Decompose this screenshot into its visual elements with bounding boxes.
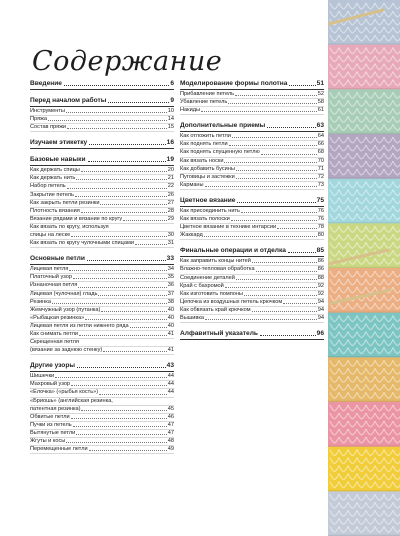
dot-leader — [289, 84, 315, 86]
toc-page-number: 49 — [167, 446, 174, 453]
toc-entry[interactable] — [180, 208, 324, 216]
dot-leader — [236, 278, 317, 280]
toc-section — [30, 97, 174, 132]
dot-leader — [100, 203, 166, 205]
toc-entry-title: Как присоединить нить — [180, 207, 240, 214]
dot-leader — [73, 425, 167, 427]
toc-entry-title: Как заправить концы нитей — [180, 258, 251, 265]
dot-leader — [237, 201, 315, 203]
toc-page-number: 10 — [167, 108, 174, 114]
toc-page-number: 6 — [170, 80, 174, 87]
toc-page-number: 66 — [317, 141, 324, 148]
toc-section — [180, 122, 324, 190]
toc-entry[interactable] — [30, 224, 174, 232]
dot-leader — [252, 310, 317, 312]
toc-entry-title: Вязание рядами и вязание по кругу — [30, 215, 123, 222]
dot-leader — [71, 384, 167, 386]
toc-page-number: 85 — [316, 247, 324, 255]
toc-entry-title: (вязание за заднюю стенку) — [30, 347, 103, 354]
page-title: Содержание — [32, 46, 223, 78]
dot-leader — [236, 177, 317, 179]
toc-section — [30, 362, 174, 454]
toc-entry[interactable] — [30, 216, 174, 224]
toc-entry-title: Вытянутые петли — [30, 429, 76, 436]
dot-leader — [52, 302, 167, 304]
toc-entry[interactable] — [180, 258, 324, 266]
toc-entry-title: Инструменты — [30, 108, 65, 114]
dot-leader — [256, 270, 317, 272]
toc-entry[interactable] — [30, 192, 174, 200]
dot-leader — [267, 126, 315, 128]
dot-leader — [101, 310, 166, 312]
toc-entry-title: Платочный узор — [30, 274, 72, 281]
dot-leader — [277, 227, 317, 229]
toc-section — [180, 247, 324, 323]
band-separator — [328, 445, 400, 446]
dot-leader — [64, 84, 169, 86]
toc-section-title: Моделирование формы полотна — [180, 80, 288, 87]
dot-leader — [81, 170, 167, 172]
toc-page-number: 36 — [167, 282, 174, 289]
toc-entry-title: Махровый узор — [30, 381, 71, 388]
toc-section-heading[interactable] — [30, 139, 174, 149]
toc-entry-title: Состав пряжи — [30, 124, 67, 131]
toc-page-number: 37 — [167, 290, 174, 297]
toc-entry-title: Как обвязать край крючком — [180, 306, 251, 313]
dot-leader — [260, 334, 316, 336]
toc-section-title: Другие узоры — [30, 362, 75, 370]
band-separator — [328, 222, 400, 223]
toc-section-title: Основные петли — [30, 255, 85, 263]
toc-page-number: 71 — [317, 165, 324, 172]
toc-entry[interactable] — [30, 167, 174, 175]
toc-section-heading[interactable] — [180, 122, 324, 132]
toc-page-number: 94 — [317, 314, 324, 321]
toc-entry-title: Цветное вязание в технике интарсии — [180, 224, 277, 231]
toc-section — [30, 139, 174, 149]
dot-leader — [103, 350, 167, 352]
toc-entry-title: Как изготовить помпоны — [180, 290, 243, 297]
toc-page-number: 28 — [167, 207, 174, 214]
toc-entry-title: Цепочка из воздушных петель крючком — [180, 298, 283, 305]
toc-entry[interactable] — [180, 174, 324, 182]
toc-page-number: 51 — [316, 80, 324, 87]
toc-entry[interactable] — [30, 438, 174, 446]
toc-page-number: 14 — [167, 116, 174, 123]
dot-leader — [236, 169, 317, 171]
dot-leader — [244, 294, 317, 296]
toc-entry[interactable] — [180, 266, 324, 274]
dot-leader — [79, 334, 167, 336]
toc-page-number: 22 — [167, 183, 174, 190]
toc-entry-title: Пучки из петель — [30, 421, 72, 428]
toc-entry-title: Перемещенные петли — [30, 446, 88, 453]
toc-entry[interactable] — [180, 224, 324, 232]
toc-section-heading[interactable] — [30, 80, 174, 90]
toc-entry[interactable] — [30, 200, 174, 208]
toc-entry-title: Лицевая петля — [30, 266, 69, 273]
toc-entry[interactable] — [30, 116, 174, 124]
toc-entry[interactable] — [30, 175, 174, 183]
toc-page-number: 92 — [317, 290, 324, 297]
toc-section-heading[interactable] — [180, 247, 324, 257]
dot-leader — [75, 195, 167, 197]
toc-entry-title: Пуговицы и застежки — [180, 173, 235, 180]
dot-leader — [89, 143, 165, 145]
toc-page-number: 45 — [167, 405, 174, 412]
dot-leader — [288, 251, 316, 253]
toc-page-number: 63 — [316, 122, 324, 130]
toc-page-number: 19 — [166, 156, 174, 164]
toc-entry[interactable] — [180, 299, 324, 307]
toc-entry[interactable] — [180, 275, 324, 283]
band-separator — [328, 43, 400, 44]
toc-entry-title: спицы на леске — [30, 232, 71, 239]
toc-page-number: 75 — [316, 196, 324, 204]
toc-page-number: 41 — [167, 347, 174, 354]
toc-page-number: 38 — [167, 298, 174, 305]
toc-section-title: Базовые навыки — [30, 156, 86, 164]
toc-page-number: 44 — [167, 389, 174, 396]
toc-section — [180, 80, 324, 115]
dot-leader — [69, 269, 166, 271]
toc-page-number: 52 — [317, 91, 324, 97]
toc-entry-title: Влажно-тепловая обработка — [180, 266, 255, 273]
toc-entry-title: Жемчужный узор (путанка) — [30, 306, 101, 313]
toc-section-heading[interactable] — [180, 80, 324, 90]
toc-entry-title: Резинка — [30, 298, 51, 305]
dot-leader — [261, 153, 317, 155]
toc-entry-title: патентная резинка) — [30, 405, 81, 412]
toc-left-column — [30, 80, 174, 461]
dot-leader — [73, 277, 167, 279]
toc-page-number: 30 — [167, 232, 174, 239]
band-separator — [328, 177, 400, 178]
toc-page-number: 15 — [167, 124, 174, 131]
toc-page-number: 33 — [166, 255, 174, 263]
toc-entry[interactable] — [30, 331, 174, 339]
toc-entry[interactable] — [30, 274, 174, 282]
toc-entry[interactable] — [30, 406, 174, 414]
toc-page-number: 31 — [167, 240, 174, 247]
toc-right-column — [180, 80, 324, 347]
toc-entry[interactable] — [30, 307, 174, 315]
dot-leader — [71, 235, 166, 237]
toc-page-number: 43 — [166, 362, 174, 370]
toc-entry[interactable] — [180, 216, 324, 224]
dot-leader — [76, 433, 167, 435]
toc-section-title: Цветное вязание — [180, 196, 236, 204]
band-separator — [328, 133, 400, 134]
dot-leader — [123, 219, 167, 221]
dot-leader — [205, 318, 317, 320]
toc-page-number: 94 — [317, 298, 324, 305]
toc-entry-title: Жаккард — [180, 232, 203, 239]
toc-section-title: Изучаем этикетку — [30, 139, 88, 147]
dot-leader — [252, 261, 317, 263]
toc-page-number: 35 — [167, 274, 174, 281]
toc-page-number: 41 — [167, 330, 174, 337]
toc-entry[interactable] — [30, 232, 174, 240]
toc-entry[interactable] — [180, 107, 324, 115]
toc-page-number: 94 — [317, 306, 324, 313]
dot-leader — [87, 259, 166, 261]
toc-entry-title: Плотность вязания — [30, 207, 80, 214]
toc-entry[interactable] — [30, 430, 174, 438]
toc-page-number: 58 — [317, 99, 324, 106]
toc-entry-title: Прибавление петель — [180, 91, 235, 97]
toc-entry-title: «Елочка» («рыбья кость») — [30, 389, 99, 396]
dot-leader — [231, 219, 317, 221]
dot-leader — [201, 110, 317, 112]
toc-page-number: 92 — [317, 282, 324, 289]
dot-leader — [85, 318, 167, 320]
toc-page-number: 73 — [317, 181, 324, 188]
toc-section-title: Введение — [30, 80, 62, 87]
dot-leader — [67, 187, 167, 189]
toc-entry-title: Как вязать по кругу чулочными спицами — [30, 240, 134, 247]
dot-leader — [224, 161, 316, 163]
toc-section-heading[interactable] — [30, 255, 174, 265]
toc-entry-title: Как снимать петли — [30, 330, 79, 337]
toc-page-number: 86 — [317, 258, 324, 265]
toc-entry-title: Жгуты и косы — [30, 438, 66, 444]
toc-entry[interactable] — [180, 315, 324, 323]
band-separator — [328, 267, 400, 268]
dot-leader — [99, 393, 167, 395]
toc-entry-title: Вышивка — [180, 314, 205, 321]
toc-section — [30, 255, 174, 355]
toc-entry-title: Лицевая (чулочная) гладь — [30, 290, 98, 297]
toc-section-heading[interactable] — [30, 362, 174, 372]
band-separator — [328, 490, 400, 491]
toc-entry[interactable] — [30, 108, 174, 116]
dot-leader — [89, 449, 167, 451]
toc-entry[interactable] — [30, 323, 174, 331]
toc-page-number: 76 — [317, 216, 324, 223]
toc-entry[interactable] — [30, 339, 174, 347]
dot-leader — [108, 101, 169, 103]
toc-entry-title: Как вязать полоски — [180, 216, 230, 223]
toc-entry-title: Закрытие петель — [30, 191, 74, 198]
toc-page-number: 70 — [317, 157, 324, 164]
band-separator — [328, 356, 400, 357]
dot-leader — [71, 417, 167, 419]
toc-entry[interactable] — [30, 381, 174, 389]
dot-leader — [77, 366, 166, 368]
dot-leader — [225, 286, 317, 288]
toc-entry[interactable] — [30, 299, 174, 307]
toc-page-number: 46 — [167, 413, 174, 420]
toc-entry[interactable] — [180, 149, 324, 157]
dot-leader — [81, 409, 166, 411]
toc-entry-title: Как закрыть петли резинки — [30, 199, 100, 206]
dot-leader — [81, 211, 167, 213]
toc-entry-title: Как вязать по кругу, используя — [30, 223, 109, 230]
toc-entry-title: Лицевая петля из петли нижнего ряда — [30, 322, 129, 329]
toc-entry-title: Как поднять петли — [180, 141, 228, 148]
toc-entry-title: Как поднять спущенную петлю — [180, 149, 260, 156]
toc-page-number: 96 — [316, 330, 324, 338]
toc-entry-title: Набор петель — [30, 183, 66, 190]
toc-entry-title: Скрещенная петля — [30, 339, 79, 346]
toc-entry[interactable] — [30, 124, 174, 132]
dot-leader — [55, 376, 167, 378]
toc-entry[interactable] — [180, 182, 324, 190]
toc-entry[interactable] — [30, 347, 174, 355]
toc-page-number: 68 — [317, 149, 324, 156]
toc-entry[interactable] — [30, 315, 174, 323]
toc-page-number: 61 — [317, 107, 324, 114]
toc-entry[interactable] — [180, 99, 324, 107]
toc-entry[interactable] — [30, 422, 174, 430]
toc-section — [30, 80, 174, 90]
dot-leader — [228, 102, 316, 104]
toc-entry-title: Убавление петель — [180, 99, 228, 106]
toc-page-number: 47 — [167, 421, 174, 428]
toc-entry[interactable] — [30, 414, 174, 422]
toc-section-heading[interactable] — [30, 156, 174, 166]
toc-entry[interactable] — [180, 307, 324, 315]
band-separator — [328, 88, 400, 89]
toc-page-number: 9 — [170, 97, 174, 104]
toc-entry-title: Накиды — [180, 107, 201, 114]
toc-entry-title: «Рыбацкая резинка» — [30, 314, 85, 321]
toc-page-number: 21 — [167, 175, 174, 182]
toc-entry-title: Шишечки — [30, 373, 55, 380]
dot-leader — [283, 302, 317, 304]
toc-entry-title: «Бриошь» (английская резинка, — [30, 397, 113, 404]
toc-entry[interactable] — [180, 166, 324, 174]
toc-page-number: 26 — [167, 191, 174, 198]
toc-page-number: 86 — [317, 266, 324, 273]
toc-section — [180, 330, 324, 340]
toc-entry[interactable] — [180, 232, 324, 240]
dot-leader — [78, 286, 167, 288]
toc-page-number: 34 — [167, 266, 174, 273]
band-separator — [328, 401, 400, 402]
toc-page-number: 16 — [166, 139, 174, 147]
toc-section-heading[interactable] — [30, 97, 174, 107]
toc-entry-title: Как держать нить — [30, 175, 76, 182]
toc-page-number: 27 — [167, 199, 174, 206]
toc-entry[interactable] — [30, 240, 174, 248]
toc-section-heading[interactable] — [180, 330, 324, 340]
toc-entry-title: Край с бахромой — [180, 282, 224, 289]
toc-page-number: 44 — [167, 373, 174, 380]
dot-leader — [235, 94, 317, 96]
toc-section-title: Дополнительные приемы — [180, 122, 266, 130]
dot-leader — [67, 127, 167, 129]
toc-entry-title: Как держать спицы — [30, 167, 80, 174]
toc-entry[interactable] — [30, 398, 174, 406]
toc-page-number: 72 — [317, 173, 324, 180]
toc-page-number: 47 — [167, 429, 174, 436]
dot-leader — [66, 111, 167, 113]
toc-page-number: 78 — [317, 224, 324, 231]
dot-leader — [205, 185, 317, 187]
toc-entry-title: Изнаночная петля — [30, 282, 78, 289]
dot-leader — [229, 144, 317, 146]
toc-page-number: 40 — [167, 322, 174, 329]
toc-page-number: 40 — [167, 314, 174, 321]
toc-section-heading[interactable] — [180, 197, 324, 207]
dot-leader — [135, 243, 167, 245]
toc-entry-title: Как отложить петли — [180, 133, 231, 140]
toc-page-number: 20 — [167, 167, 174, 174]
toc-section-title: Алфавитный указатель — [180, 330, 258, 338]
band-separator — [328, 311, 400, 312]
toc-page-number: 88 — [317, 274, 324, 281]
toc-entry[interactable] — [180, 133, 324, 141]
toc-entry[interactable] — [180, 158, 324, 166]
toc-entry[interactable] — [30, 389, 174, 397]
dot-leader — [98, 294, 166, 296]
toc-entry-title: Пряжа — [30, 116, 47, 123]
toc-entry[interactable] — [30, 183, 174, 191]
toc-entry-title: Карманы — [180, 181, 204, 188]
dot-leader — [88, 160, 166, 162]
toc-entry[interactable] — [180, 291, 324, 299]
dot-leader — [204, 235, 317, 237]
toc-entry[interactable] — [30, 208, 174, 216]
toc-entry-title: Соединение деталей — [180, 274, 235, 281]
toc-entry[interactable] — [180, 283, 324, 291]
toc-page-number: 80 — [317, 232, 324, 239]
knitting-illustration — [328, 0, 400, 536]
toc-page-number: 48 — [167, 438, 174, 444]
dot-leader — [66, 441, 167, 443]
dot-leader — [48, 119, 167, 121]
toc-section-title: Финальные операции и отделка — [180, 247, 286, 255]
toc-page-number: 64 — [317, 133, 324, 140]
dot-leader — [76, 178, 166, 180]
toc-entry-title: Как вязать носки — [180, 157, 224, 164]
dot-leader — [130, 326, 167, 328]
toc-entry[interactable] — [180, 141, 324, 149]
toc-page-number: 76 — [317, 207, 324, 214]
toc-page-number: 44 — [167, 381, 174, 388]
toc-entry[interactable] — [30, 446, 174, 454]
dot-leader — [232, 136, 317, 138]
dot-leader — [241, 211, 317, 213]
toc-entry[interactable] — [30, 282, 174, 290]
toc-entry[interactable] — [180, 91, 324, 99]
toc-section-title: Перед началом работы — [30, 97, 107, 104]
toc-entry-title: Как добавить бусины — [180, 165, 235, 172]
toc-entry[interactable] — [30, 291, 174, 299]
toc-entry-title: Обвитые петли — [30, 413, 70, 420]
toc-section — [180, 197, 324, 240]
toc-page-number: 40 — [167, 306, 174, 313]
toc-section — [30, 156, 174, 248]
toc-page-number: 29 — [167, 215, 174, 222]
